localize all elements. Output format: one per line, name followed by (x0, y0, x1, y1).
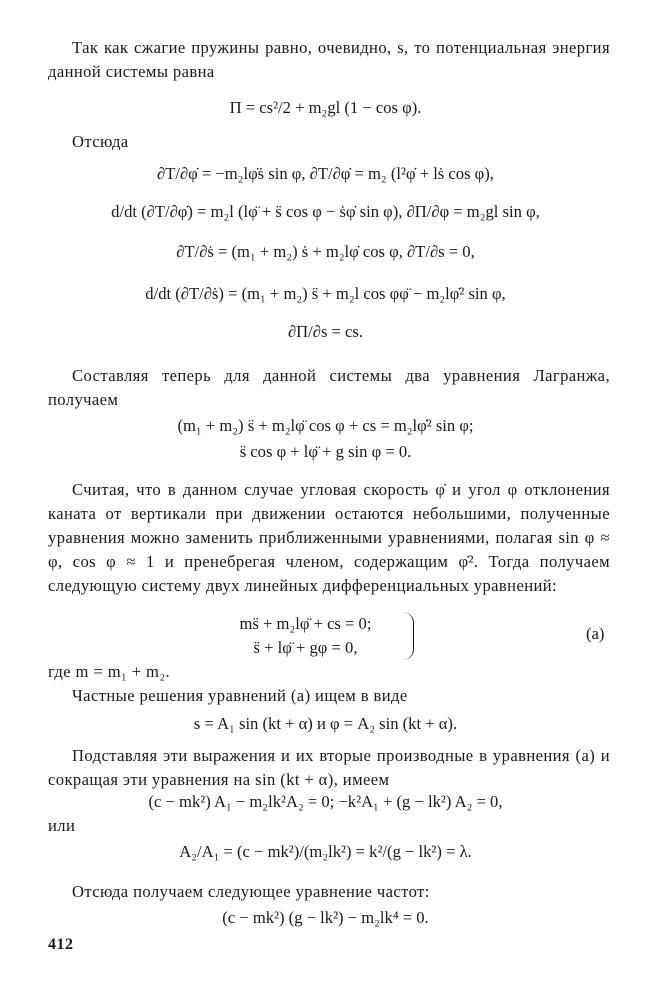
equation-lagrange-2: s̈ cos φ + lφ̈ + g sin φ = 0. (239, 442, 412, 461)
equation-ddt-dT-dsdot: d/dt (∂T/∂ṡ) = (m₁ + m₂) s̈ + m₂l cos φφ̈ − m₂lφ̇² sin φ, (145, 284, 506, 303)
paragraph: где m = m₁ + m₂. (48, 662, 171, 681)
equation-ratio: A₂/A₁ = (c − mk²)/(m₂lk²) = k²/(g − lk²) = λ. (179, 842, 472, 861)
equation-frequencies: (c − mk²) (g − lk²) − m₂lk⁴ = 0. (222, 908, 429, 927)
paragraph: или (48, 816, 76, 835)
equation-ddt-dT-dphidot: d/dt (∂T/∂φ̇) = m₂l (lφ̈ + s̈ cos φ − ṡφ̇ sin φ), ∂Π/∂φ = m₂gl sin φ, (111, 202, 540, 221)
equation-dT-dphidot: ∂T/∂φ̇ = −m₂lφ̇ṡ sin φ, ∂T/∂φ̇ = m₂ (l²φ̇ + lṡ cos φ), (157, 164, 494, 183)
equation-amplitudes: (c − mk²) A₁ − m₂lk²A₂ = 0; −k²A₁ + (g − lk²) A₂ = 0, (148, 792, 503, 811)
equation-linear-1: ms̈ + m₂lφ̈ + cs = 0; (239, 614, 372, 633)
equation-linear-2: s̈ + lφ̈ + gφ = 0, (253, 638, 358, 657)
paragraph: Частные решения уравнений (а) ищем в виде (72, 686, 408, 705)
equation-label: (a) (586, 624, 605, 643)
paragraph: Подставляя эти выражения и их вторые производные в уравнения (а) и сокращая эти уравнения на sin (kt + α), имеем (48, 746, 610, 789)
paragraph: Считая, что в данном случае угловая скорость φ̇ и угол φ отклонения каната от вертикали при движении остаются небольшими, полученные уравнения можно заменить приближенными уравнениями, полагая sin φ ≈ φ, cos φ ≈ 1 и пренебрегая членом, содержащим φ̇². Тогда получаем следующую систему двух линейных дифференциальных уравнений: (48, 480, 610, 595)
paragraph: Так как сжагие пружины равно, очевидно, s, то потенциальная энергия данной системы равна (48, 38, 610, 81)
equation-dT-dsdot: ∂T/∂ṡ = (m₁ + m₂) ṡ + m₂lφ̇ cos φ, ∂T/∂s = 0, (176, 242, 475, 261)
equation-lagrange-1: (m₁ + m₂) s̈ + m₂lφ̈ cos φ + cs = m₂lφ̇² sin φ; (177, 416, 474, 435)
paragraph: Отсюда получаем следующее уравнение частот: (72, 882, 430, 901)
page-number: 412 (48, 936, 74, 953)
paragraph: Составляя теперь для данной системы два уравнения Лагранжа, получаем (48, 366, 610, 409)
paragraph: Отсюда (72, 132, 129, 151)
equation-particular-solutions: s = A₁ sin (kt + α) и φ = A₂ sin (kt + α). (193, 714, 458, 733)
equation-potential-energy: Π = cs²/2 + m₂gl (1 − cos φ). (229, 98, 422, 117)
system-brace (403, 612, 414, 660)
equation-dPi-ds: ∂Π/∂s = cs. (287, 322, 364, 341)
